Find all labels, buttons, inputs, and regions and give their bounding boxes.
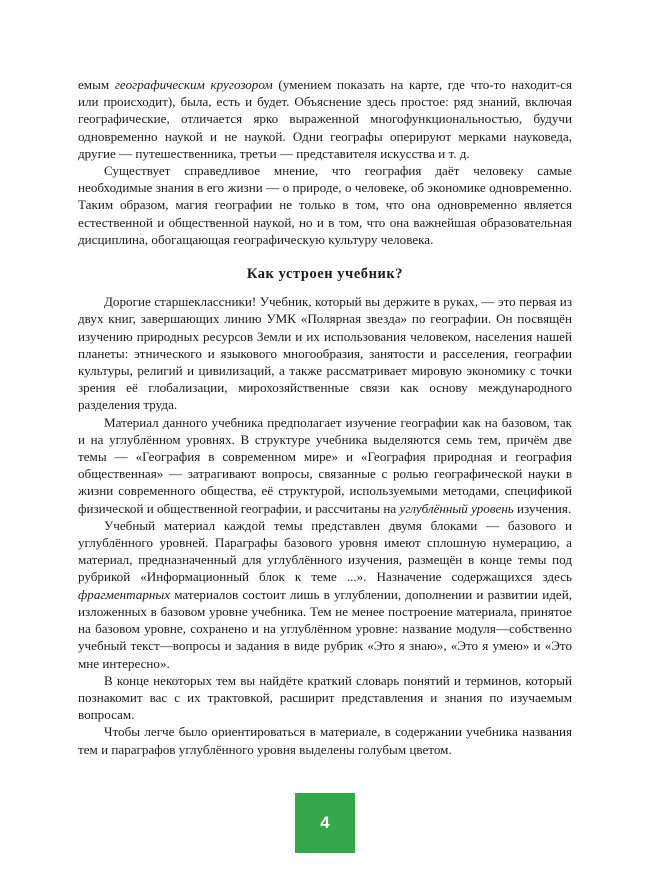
paragraph — [78, 517, 572, 672]
page-body — [78, 76, 572, 758]
paragraph — [78, 672, 572, 724]
paragraph-run — [78, 294, 572, 412]
paragraph-run — [78, 724, 572, 756]
paragraph-run — [78, 518, 572, 671]
page-number-container — [0, 793, 650, 853]
emphasis-text: фрагментарных — [78, 586, 171, 602]
paragraph — [78, 723, 572, 757]
paragraph — [78, 293, 572, 413]
body-text: Чтобы легче было ориентироваться в материале, в содержании учебника названия тем и параграфов углублённого уровня выделены голубым цветом. — [78, 724, 572, 757]
paragraph-run — [78, 77, 572, 161]
emphasis-text: углублённый уровень — [399, 500, 514, 516]
body-text: материалов состоит лишь в углублении, дополнении и развитии идей, изложенных в базовом уровне учебника. Тем не менее построение материала, принятое на базовом уровне, сохранено и на углублённом уровне: название модуля—собственно учебный текст—вопросы и задания в виде рубрик «Это я знаю», «Это я умею» и «Это мне интересно». — [78, 586, 572, 671]
body-text: (умением показать на карте, где что-то находит-ся или происходит), была, есть и будет. Объяснение здесь простое: ряд знаний, включая географические, отличается ярко выраженной многофункциональностью, будучи одновременно наукой и не наукой. Одни географы оперируют мерками науковеда, другие — путешественника, третьи — представителя искусства и т. д. — [78, 77, 572, 161]
paragraph-run — [78, 673, 572, 722]
body-text: Дорогие старшеклассники! Учебник, который вы держите в руках, — это первая из двух книг, завершающих линию УМК «Полярная звезда» по географии. Он посвящён изучению природных ресурсов Земли и их использования человеком, населения нашей планеты: этнического и языкового многообразия, занятости и расселения, географии культуры, религий и цивилизаций, а также рассматривает мировую экономику с точки зрения её глобализации, мирохозяйственные связи как основу международного разделения труда. — [78, 294, 572, 413]
body-text: емым — [78, 77, 115, 92]
paragraph-continued — [78, 76, 572, 162]
emphasis-text: географическим кругозором — [114, 77, 273, 92]
paragraph — [78, 162, 572, 248]
page-number: 4 — [295, 793, 355, 853]
body-text: Существует справедливое мнение, что география даёт человеку самые необходимые знания в его жизни — о природе, о человеке, об экономике одновременно. Таким образом, магия географии не только в том, что она одновременно является естественной и общественной наукой, но и в том, что она важнейшая образовательная дисциплина, обогащающая географическую культуру человека. — [78, 163, 572, 247]
section-heading: Как устроен учебник? — [246, 266, 404, 283]
body-text: изучения. — [513, 500, 572, 516]
body-text: В конце некоторых тем вы найдёте краткий словарь понятий и терминов, который познакомит вас с их трактовкой, расширит представления и знания по изучаемым вопросам. — [78, 672, 572, 723]
paragraph — [78, 414, 572, 517]
paragraph-run — [78, 415, 572, 516]
body-text: Материал данного учебника предполагает изучение географии как на базовом, так и на углублённом уровнях. В структуре учебника выделяются семь тем, причём две темы — «География в современном мире» и «География природная и география общественная» — затрагивают вопросы, связанные с ролью географической науки в жизни современного общества, её структурой, используемыми методами, спецификой физической и общественной географии, и рассчитаны на — [78, 414, 572, 516]
paragraph-run — [78, 163, 572, 247]
body-text: Учебный материал каждой темы представлен двумя блоками — базового и углублённого уровней. Параграфы базового уровня имеют сплошную нумерацию, а материал, предназначенный для углублённого изучения, размещён в конце темы под рубрикой «Информационный блок к теме ...». Назначение содержащихся здесь — [78, 517, 572, 585]
